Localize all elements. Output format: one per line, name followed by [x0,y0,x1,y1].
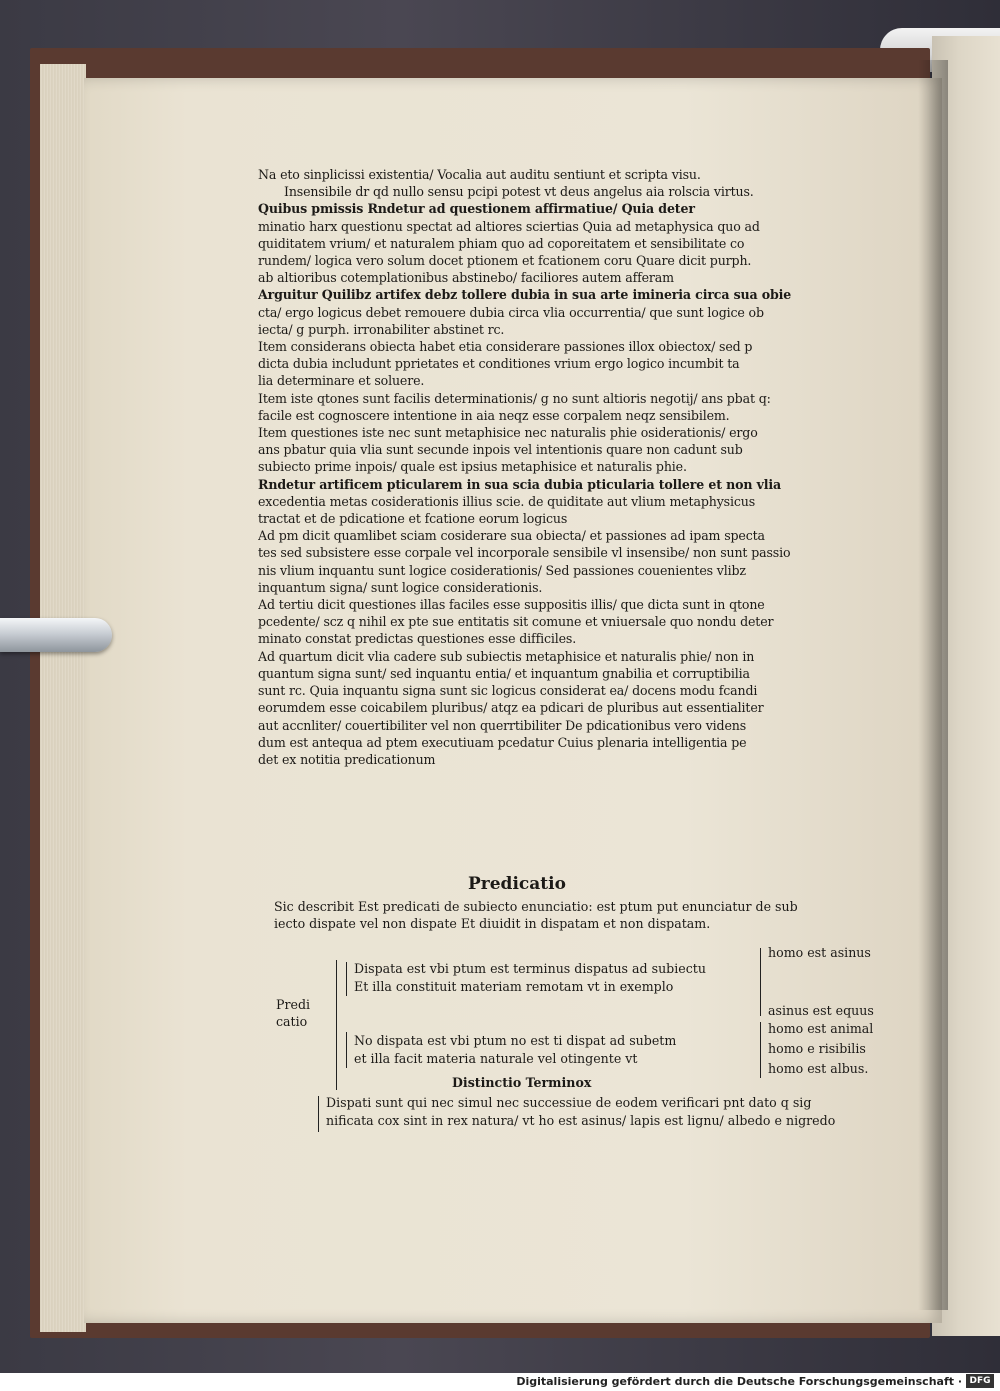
text-line: Rndetur artificem pticularem in sua scia dubia pticularia tollere et non vlia [258,476,782,492]
text-line: subiecto prime inpois/ quale est ipsius metaphisice et naturalis phie. [258,459,687,475]
text-line: sunt rc. Quia inquantu signa sunt sic logicus considerat ea/ docens modu fcandi [258,683,758,699]
text-line: Ad quartum dicit vlia cadere sub subiectis metaphisice et naturalis phie/ non in [258,648,755,664]
example-bracket-1 [760,948,761,1016]
dfg-logo: DFG [966,1374,994,1388]
text-line: tractat et de pdicatione et fcatione eorum logicus [258,511,568,527]
section-heading: Predicatio [468,874,566,894]
text-line: det ex notitia predicationum [258,751,436,767]
branch2-line-2: et illa facit materia naturale vel otingente vt [354,1051,638,1066]
final-line-2: nificata cox sint in rex natura/ vt ho est asinus/ lapis est lignu/ albedo e nigredo [326,1113,836,1128]
example-1: homo est asinus [768,945,871,960]
digitization-credit: Digitalisierung gefördert durch die Deutsche Forschungsgemeinschaft · [516,1375,962,1388]
text-line: ab altioribus cotemplationibus abstinebo/ faciliores autem afferam [258,270,674,286]
text-line: dum est antequa ad ptem executiuam pcedatur Cuius plenaria intelligentia pe [258,734,747,750]
text-line: Ad tertiu dicit questiones illas faciles esse suppositis illis/ que dicta sunt in qtone [258,597,765,613]
text-line: iecta/ g purph. irronabiliter abstinet rc. [258,321,505,337]
text-line: quantum signa sunt/ sed inquantu entia/ et inquantum gnabilia et corruptibilia [258,665,750,681]
text-line: inquantum signa/ sunt logice considerationis. [258,579,543,595]
text-line: minatio harx questionu spectat ad altiores sciertias Quia ad metaphysica quo ad [258,218,760,234]
example-2: asinus est equus [768,1003,874,1018]
final-line-1: Dispati sunt qui nec simul nec successiue de eodem verificari pnt dato q sig [326,1095,812,1110]
diagram-bracket-branch2 [346,1032,347,1068]
distinctio-heading: Distinctio Terminox [452,1075,592,1090]
page-clip [0,618,112,652]
text-line: lia determinare et soluere. [258,373,425,389]
text-line: Ad pm dicit quamlibet sciam cosiderare sua obiecta/ et passiones ad ipam specta [258,528,765,544]
branch1-line-1: Dispata est vbi ptum est terminus dispatus ad subiectu [354,961,706,976]
diagram-bracket-main [336,960,337,1090]
text-line: facile est cognoscere intentione in aia neqz esse corpalem neqz sensibilem. [258,407,730,423]
text-line: Item iste qtones sunt facilis determinationis/ g no sunt altioris negotij/ ans pbat q: [258,390,771,406]
text-line: quiditatem vrium/ et naturalem phiam quo ad coporeitatem et sensibilitate co [258,235,745,251]
text-line: dicta dubia includunt pprietates et conditiones vrium ergo logico incumbit ta [258,356,740,372]
example-4: homo e risibilis [768,1041,866,1056]
text-line: Na eto sinplicissi existentia/ Vocalia aut auditu sentiunt et scripta visu. [258,167,701,182]
text-line: Insensibile dr qd nullo sensu pcipi potest vt deus angelus aia rolscia virtus. [284,184,754,200]
text-line: ans pbatur quia vlia sunt secunde inpois vel intentionis quare non cadunt sub [258,442,743,458]
text-line: nis vlium inquantu sunt logice cosiderationis/ Sed passiones couenientes vlibz [258,562,746,578]
main-text-block [258,166,908,768]
text-line: excedentia metas cosiderationis illius scie. de quiditate aut vlium metaphysicus [258,493,756,509]
page-stack-edge [40,64,86,1332]
diagram-root: Predi catio [276,997,311,1029]
text-line: cta/ ergo logicus debet remouere dubia circa vlia occurrentia/ que sunt logice ob [258,304,764,320]
gutter-shadow [918,60,948,1310]
text-line: rundem/ logica vero solum docet ptionem et fcationem coru Quare dicit purph. [258,253,752,269]
final-bracket [318,1096,319,1132]
diagram-bracket-branch1 [346,962,347,996]
text-line: minato constat predictas questiones esse difficiles. [258,631,577,647]
text-line: pcedente/ scz q nihil ex pte sue entitatis sit comune et vniuersale quo nondu deter [258,614,774,630]
example-5: homo est albus. [768,1061,869,1076]
predicatio-definition [274,898,914,932]
text-line: Arguitur Quilibz artifex debz tollere dubia in sua arte imineria circa sua obie [258,287,792,303]
text-line: Item considerans obiecta habet etia considerare passiones illox obiectox/ sed p [258,339,753,355]
text-line: eorumdem esse coicabilem pluribus/ atqz ea pdicari de pluribus aut essentialiter [258,700,764,716]
text-line: aut accnliter/ couertibiliter vel non querrtibiliter De pdicationibus vero videns [258,717,747,733]
text-line: Quibus pmissis Rndetur ad questionem affirmatiue/ Quia deter [258,201,695,217]
text-line: Item questiones iste nec sunt metaphisice nec naturalis phie osiderationis/ ergo [258,425,758,441]
branch1-line-2: Et illa constituit materiam remotam vt in exemplo [354,979,674,994]
text-line: tes sed subsistere esse corpale vel incorporale sensibile vl insensibe/ non sunt passio [258,545,791,561]
branch2-line-1: No dispata est vbi ptum no est ti dispat ad subetm [354,1033,677,1048]
example-bracket-2 [760,1022,761,1078]
definition-line-2: iecto dispate vel non dispate Et diuidit in dispatam et non dispatam. [274,916,711,931]
example-3: homo est animal [768,1021,874,1036]
definition-line-1: Sic describit Est predicati de subiecto enunciatio: est ptum put enunciatur de sub [274,899,798,914]
